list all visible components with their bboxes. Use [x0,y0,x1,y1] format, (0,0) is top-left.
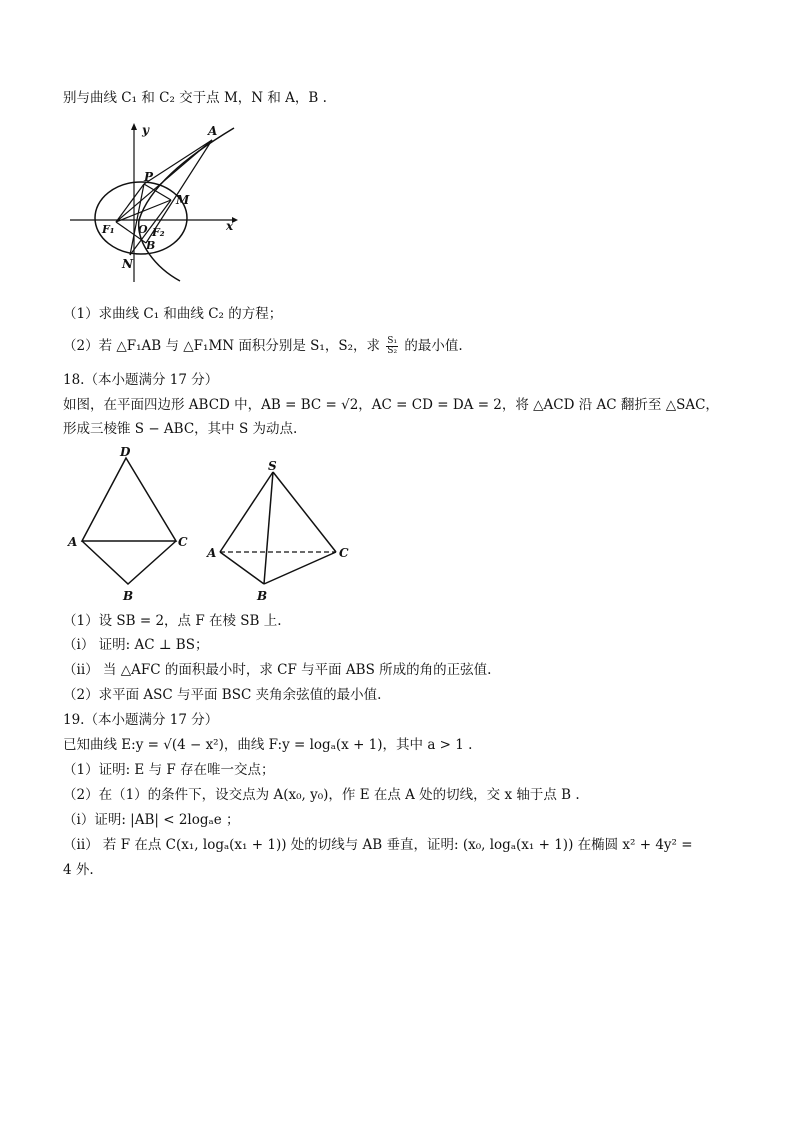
label-B-right: B [257,589,268,603]
q19-part2-ii-line1: （ii） 若 F 在点 C(x₁, logₐ(x₁ + 1)) 处的切线与 AB 垂直，证明: (x₀, logₐ(x₁ + 1)) 在椭圆 x² + 4y² = [63,837,693,853]
q17-part2-a: （2）若 △F₁AB 与 △F₁MN 面积分别是 S₁，S₂，求 [63,338,380,354]
label-B-left: B [123,589,134,603]
label-O: O [138,223,148,236]
q18-part1-i: （i） 证明: AC ⊥ BS； [63,637,209,653]
fraction-denominator: S₂ [387,346,398,356]
intro-line: 别与曲线 C₁ 和 C₂ 交于点 M，N 和 A，B . [63,90,327,106]
label-S: S [268,459,277,473]
label-A-left: A [68,535,78,549]
label-C-left: C [178,535,188,549]
label-F1: F₁ [102,223,115,236]
q19-part2: （2）在（1）的条件下，设交点为 A(x₀, y₀)，作 E 在点 A 处的切线，交 x 轴于点 B . [63,787,580,803]
label-y: y [142,123,149,137]
q19-part2-i: （i）证明: |AB| < 2logₐe ； [63,812,240,828]
q18-part1: （1）设 SB = 2，点 F 在棱 SB 上. [63,613,282,629]
q18-stem-line1: 如图，在平面四边形 ABCD 中，AB = BC = √2，AC = CD = DA = 2，将 △ACD 沿 AC 翻折至 △SAC， [63,397,719,413]
label-C-right: C [339,546,349,560]
q17-fraction [386,337,398,356]
q17-part1: （1）求曲线 C₁ 和曲线 C₂ 的方程； [63,306,283,322]
label-B: B [146,239,156,252]
label-N: N [122,257,133,271]
q17-part2-b: 的最小值. [404,338,463,354]
figure-tetrahedron [205,456,355,606]
label-x: x [226,219,234,233]
figure-quadrilateral [64,444,194,604]
label-D: D [120,445,131,459]
q17-part2 [63,337,463,356]
label-A: A [208,124,218,138]
q18-stem-line2: 形成三棱锥 S − ABC，其中 S 为动点. [63,421,298,437]
label-P: P [144,170,154,184]
q19-header: 19.（本小题满分 17 分） [63,712,219,728]
q18-header: 18.（本小题满分 17 分） [63,372,219,388]
q19-part1: （1）证明: E 与 F 存在唯一交点； [63,762,275,778]
label-M: M [176,193,190,207]
figure-ellipse-curves [64,118,244,286]
q18-part1-ii: （ii） 当 △AFC 的面积最小时，求 CF 与平面 ABS 所成的角的正弦值. [63,662,492,678]
q19-part2-ii-line2: 4 外. [63,862,94,878]
q19-stem: 已知曲线 E:y = √(4 − x²)，曲线 F:y = logₐ(x + 1)，其中 a > 1 . [63,737,473,753]
fraction-numerator: S₁ [387,336,398,346]
label-F2: F₂ [152,226,165,239]
q18-part2: （2）求平面 ASC 与平面 BSC 夹角余弦值的最小值. [63,687,382,703]
label-A-right: A [207,546,217,560]
